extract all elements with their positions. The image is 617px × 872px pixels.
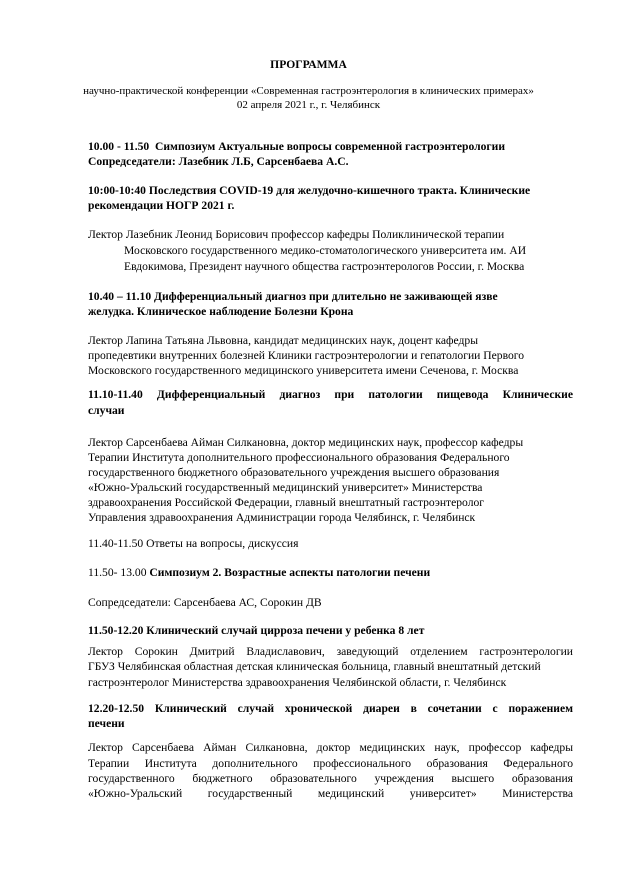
symposium-2-time: 11.50- 13.00 — [88, 566, 147, 579]
lecturer-4-line-2: ГБУЗ Челябинская областная детская клиническая больница, главный внештатный детский — [88, 660, 541, 673]
talk-2-title-line-1: 10.40 – 11.10 Дифференциальный диагноз при длительно не заживающей язве — [88, 290, 498, 303]
talk-4-title: 11.50-12.20 Клинический случай цирроза печени у ребенка 8 лет — [88, 624, 425, 637]
talk-1-title-line-1: 10:00-10:40 Последствия COVID-19 для желудочно-кишечного тракта. Клинические — [88, 184, 531, 197]
symposium-1-heading — [88, 140, 505, 155]
lecturer-1-line-2: Московского государственного медико-стоматологического университета им. АИ — [124, 244, 527, 257]
talk-1-title-line-2: рекомендации НОГР 2021 г. — [88, 199, 235, 212]
talk-3-title-line-2: случаи — [88, 404, 125, 417]
lecturer-1-line-3: Евдокимова, Президент научного общества гастроэнтерологов России, г. Москва — [124, 260, 525, 273]
page-title: ПРОГРАММА — [270, 58, 347, 71]
lecturer-3-line-3: государственного бюджетного образовательного учреждения высшего образования — [88, 466, 500, 479]
symposium-2-heading — [88, 566, 430, 581]
talk-2-title-line-2: желудка. Клиническое наблюдение Болезни Крона — [88, 305, 354, 318]
talk-3-title-line-1: 11.10-11.40 Дифференциальный диагноз при патологии пищевода Клинические — [88, 388, 573, 401]
talk-5-title-line-2: печени — [88, 717, 125, 730]
lecturer-4-line-1: Лектор Сорокин Дмитрий Владиславович, заведующий отделением гастроэнтерологии — [88, 645, 573, 658]
lecturer-2-line-2: пропедевтики внутренних болезней Клиники гастроэнтерологии и гепатологии Первого — [88, 349, 525, 362]
conference-date-place: 02 апреля 2021 г., г. Челябинск — [236, 99, 381, 111]
symposium-2-chairs: Сопредседатели: Сарсенбаева АС, Сорокин ДВ — [88, 596, 322, 609]
lecturer-1-line-1: Лектор Лазебник Леонид Борисович профессор кафедры Поликлинической терапии — [88, 228, 505, 241]
lecturer-5-line-4: «Южно-Уральский государственный медицинский университет» Министерства — [88, 787, 573, 800]
lecturer-5-line-2: Терапии Института дополнительного профессионального образования Федерального — [88, 757, 573, 770]
conference-subtitle: научно-практической конференции «Современная гастроэнтерология в клинических примерах» — [83, 85, 534, 97]
lecturer-3-line-2: Терапии Института дополнительного профессионального образования Федерального — [88, 451, 510, 464]
symposium-1-chairs: Сопредседатели: Лазебник Л.Б, Сарсенбаева А.С. — [88, 155, 349, 168]
lecturer-5-line-3: государственного бюджетного образовательного учреждения высшего образования — [88, 772, 573, 785]
symposium-1-time: 10.00 - 11.50 — [88, 140, 150, 153]
symposium-1-title: Симпозиум Актуальные вопросы современной гастроэнтерологии — [155, 140, 506, 153]
lecturer-2-line-3: Московского государственного медицинского университета имени Сеченова, г. Москва — [88, 364, 519, 377]
talk-5-title-line-1: 12.20-12.50 Клинический случай хронической диареи в сочетании с поражением — [88, 702, 573, 715]
lecturer-3-line-5: здравоохранения Российской Федерации, главный внештатный гастроэнтеролог — [88, 496, 485, 509]
lecturer-5-line-1: Лектор Сарсенбаева Айман Силкановна, доктор медицинских наук, профессор кафедры — [88, 741, 573, 754]
lecturer-4-line-3: гастроэнтеролог Министерства здравоохранения Челябинской области, г. Челябинск — [88, 676, 507, 689]
lecturer-3-line-6: Управления здравоохранения Администрации города Челябинск, г. Челябинск — [88, 511, 476, 524]
discussion-line: 11.40-11.50 Ответы на вопросы, дискуссия — [88, 537, 299, 550]
symposium-2-title: Симпозиум 2. Возрастные аспекты патологии печени — [149, 566, 431, 579]
lecturer-3-line-4: «Южно-Уральский государственный медицинский университет» Министерства — [88, 481, 483, 494]
lecturer-2-line-1: Лектор Лапина Татьяна Львовна, кандидат медицинских наук, доцент кафедры — [88, 334, 479, 347]
lecturer-3-line-1: Лектор Сарсенбаева Айман Силкановна, доктор медицинских наук, профессор кафедры — [88, 436, 524, 449]
